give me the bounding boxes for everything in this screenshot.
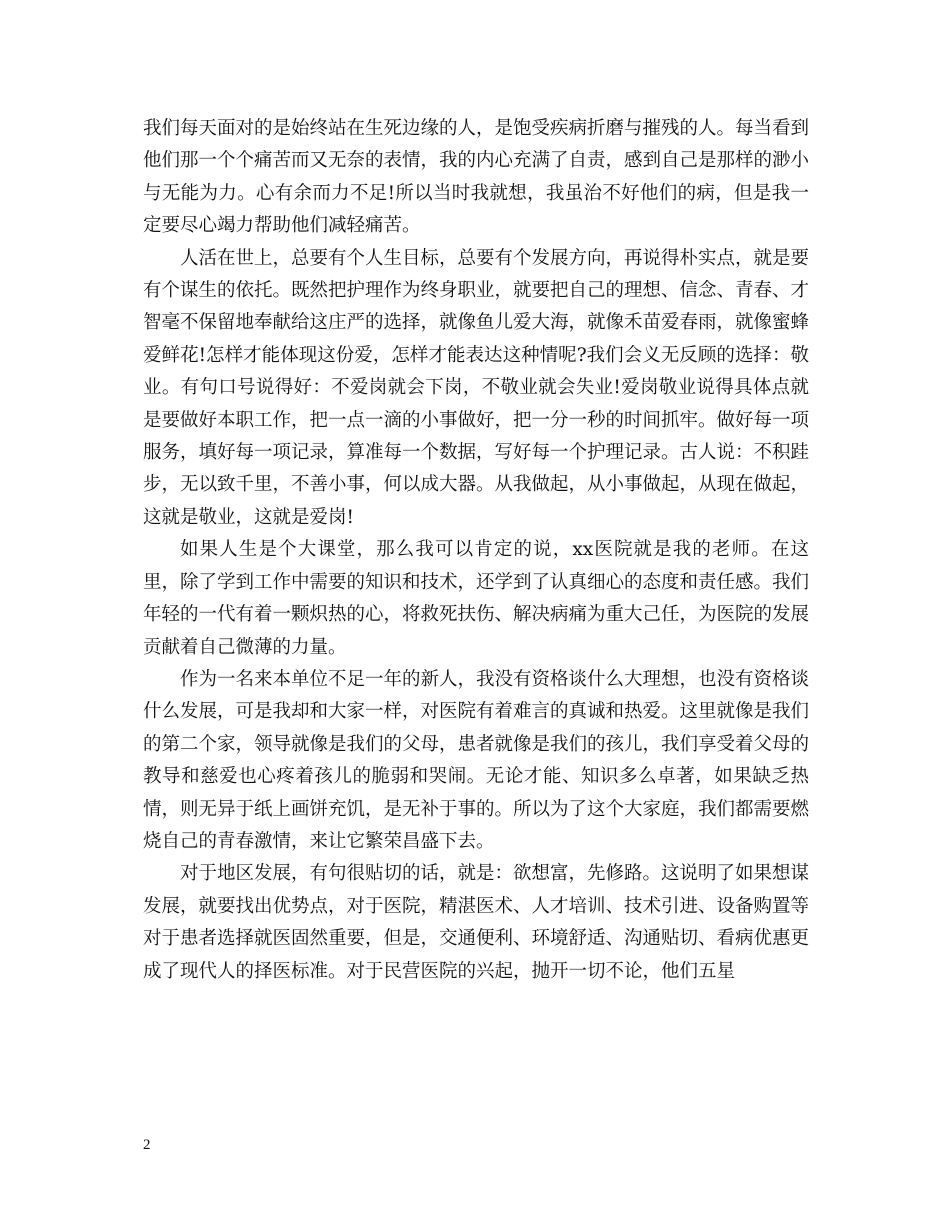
paragraph-2: 人活在世上，总要有个人生目标，总要有个发展方向，再说得朴实点，就是要有个谋生的依托。既然把护理作为终身职业，就要把自己的理想、信念、青春、才智毫不保留地奉献给这庄严的选择，就像鱼儿爱大海，就像禾苗爱春雨，就像蜜蜂爱鲜花!怎样才能体现这份爱，怎样才能表达这种情呢?我们会义无反顾的选择：敬业。有句口号说得好：不爱岗就会下岗，不敬业就会失业!爱岗敬业说得具体点就是要做好本职工作，把一点一滴的小事做好，把一分一秒的时间抓牢。做好每一项服务，填好每一项记录，算准每一个数据，写好每一个护理记录。古人说：不积跬步，无以致千里，不善小事，何以成大器。从我做起，从小事做起，从现在做起，这就是敬业，这就是爱岗! (143, 247, 810, 528)
paragraph-1: 我们每天面对的是始终站在生死边缘的人，是饱受疾病折磨与摧残的人。每当看到他们那一个个痛苦而又无奈的表情，我的内心充满了自责，感到自己是那样的渺小与无能为力。心有余而力不足!所以当时我就想，我虽治不好他们的病，但是我一定要尽心竭力帮助他们减轻痛苦。 (143, 118, 810, 237)
page-number: 2 (143, 1137, 151, 1153)
paragraph-3: 如果人生是个大课堂，那么我可以肯定的说，xx医院就是我的老师。在这里，除了学到工作中需要的知识和技术，还学到了认真细心的态度和责任感。我们年轻的一代有着一颗炽热的心，将救死扶伤、解决病痛为重大己任，为医院的发展贡献着自己微薄的力量。 (143, 539, 810, 658)
paragraph-5: 对于地区发展，有句很贴切的话，就是：欲想富，先修路。这说明了如果想谋发展，就要找出优势点，对于医院，精湛医术、人才培训、技术引进、设备购置等对于患者选择就医固然重要，但是，交通便利、环境舒适、沟通贴切、看病优惠更成了现代人的择医标准。对于民营医院的兴起，抛开一切不论，他们五星 (143, 863, 810, 982)
paragraph-4: 作为一名来本单位不足一年的新人，我没有资格谈什么大理想，也没有资格谈什么发展，可是我却和大家一样，对医院有着难言的真诚和热爱。这里就像是我们的第二个家，领导就像是我们的父母，患者就像是我们的孩儿，我们享受着父母的教导和慈爱也心疼着孩儿的脆弱和哭闹。无论才能、知识多么卓著，如果缺乏热情，则无异于纸上画饼充饥，是无补于事的。所以为了这个大家庭，我们都需要燃烧自己的青春激情，来让它繁荣昌盛下去。 (143, 668, 810, 852)
document-body (143, 113, 809, 988)
